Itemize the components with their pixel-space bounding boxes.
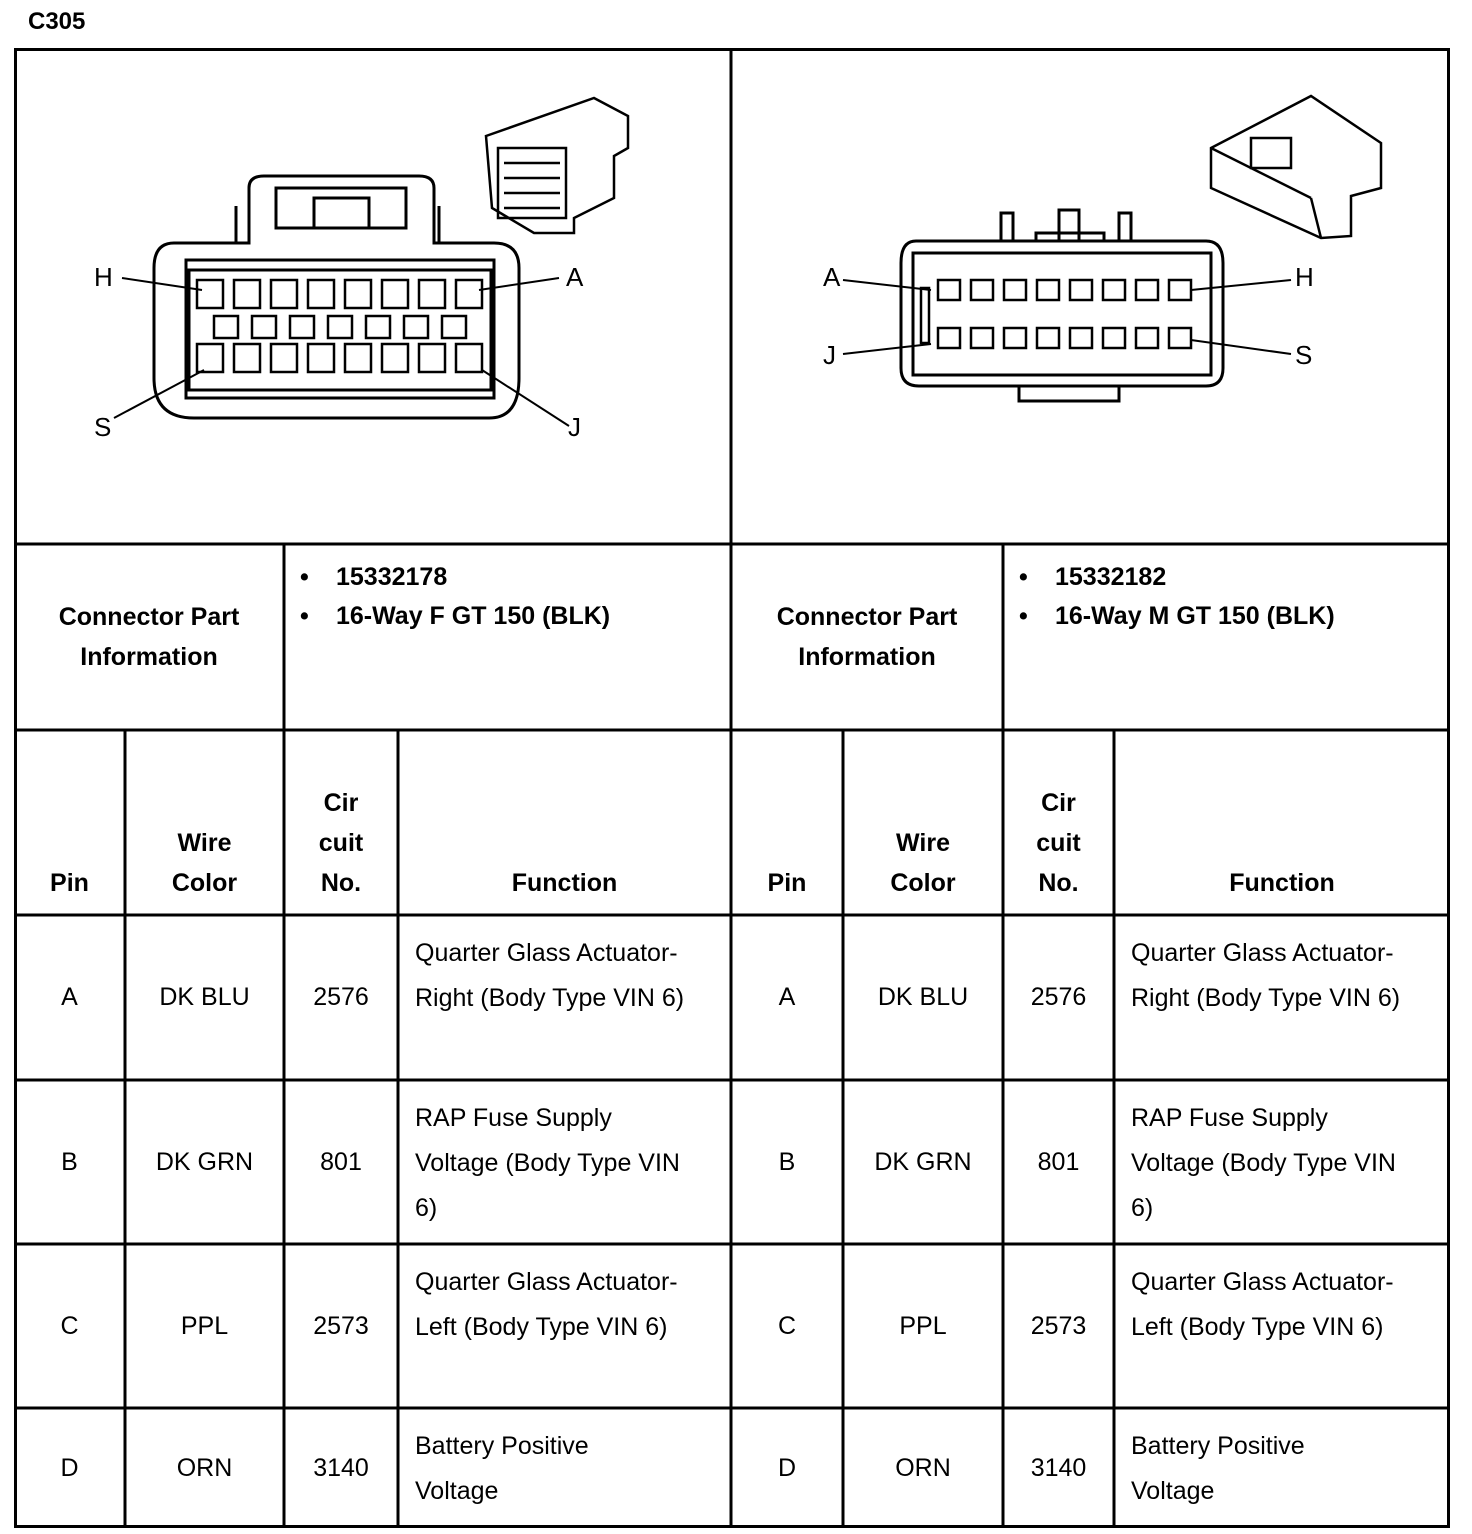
pin-cell: D [60,1453,79,1482]
wire-color-cell: PPL [180,1311,229,1340]
pin-label-h: H [94,262,113,292]
pin-cell: C [60,1311,79,1340]
pin-cell: B [778,1147,796,1176]
function-cell: Quarter Glass Actuator-Left (Body Type VIN 6) [1131,1268,1394,1341]
function-cell: Battery Positive Voltage [415,1432,589,1505]
pin-label-j: J [823,340,836,370]
pin-cell: C [777,1311,797,1340]
pin-cell: D [777,1453,797,1482]
circuit-cell: 2573 [313,1311,369,1340]
function-cell: RAP Fuse Supply Voltage (Body Type VIN 6) [415,1104,680,1222]
part-number: • 15332178 [298,558,731,597]
col-header-function: Function [511,869,618,897]
part-number: • 15332182 [1017,558,1450,597]
col-header-wire-color: Wire Color [890,829,956,897]
function-cell: Quarter Glass Actuator-Right (Body Type VIN 6) [1131,939,1401,1012]
pin-cell: B [61,1147,78,1176]
pin-label-a: A [566,262,584,292]
col-header-function: Function [1229,869,1335,897]
male-connector-face-drawing [731,48,1450,544]
circuit-cell: 2576 [1030,983,1087,1011]
connector-title: C305 [28,8,86,35]
part-description: • 16-Way M GT 150 (BLK) [1017,597,1450,636]
circuit-cell: 801 [320,1147,362,1176]
circuit-cell: 2576 [313,983,369,1011]
col-header-pin: Pin [767,869,807,897]
col-header-wire-color: Wire Color [171,829,238,897]
col-header-circuit: Cir cuit No. [1036,789,1081,897]
pin-label-s: S [1295,340,1313,370]
connector-table [14,48,1450,1528]
function-cell: Battery Positive Voltage [1131,1432,1305,1505]
circuit-cell: 3140 [313,1453,369,1482]
part-info-label-left: Connector Part Information [58,603,240,671]
col-header-circuit: Cir cuit No. [318,789,364,897]
wire-color-cell: DK BLU [877,983,969,1011]
part-info-values-left [284,558,731,730]
circuit-cell: 801 [1037,1147,1080,1176]
wire-color-cell: DK GRN [874,1147,972,1176]
part-info-label-right: Connector Part Information [776,603,958,671]
female-connector-diagram [14,48,731,544]
pin-cell: A [61,983,78,1011]
function-cell: Quarter Glass Actuator-Right (Body Type VIN 6) [415,939,685,1012]
wire-color-cell: ORN [895,1453,951,1482]
pin-cell: A [778,983,796,1011]
part-info-values-right [1003,558,1450,730]
male-connector-diagram [731,48,1450,544]
pin-label-h: H [1295,262,1314,292]
col-header-pin: Pin [50,869,89,897]
female-connector-face-drawing [14,48,731,544]
circuit-cell: 3140 [1030,1453,1087,1482]
circuit-cell: 2573 [1030,1311,1087,1340]
wire-color-cell: DK GRN [155,1147,254,1176]
pin-label-a: A [823,262,841,292]
function-cell: RAP Fuse Supply Voltage (Body Type VIN 6) [1131,1104,1396,1222]
pin-label-s: S [94,412,112,442]
wire-color-cell: DK BLU [159,983,250,1011]
pin-label-j: J [568,412,581,442]
part-description: • 16-Way F GT 150 (BLK) [298,597,731,636]
wire-color-cell: ORN [176,1453,233,1482]
wire-color-cell: PPL [899,1311,947,1340]
function-cell: Quarter Glass Actuator-Left (Body Type VIN 6) [415,1268,678,1341]
